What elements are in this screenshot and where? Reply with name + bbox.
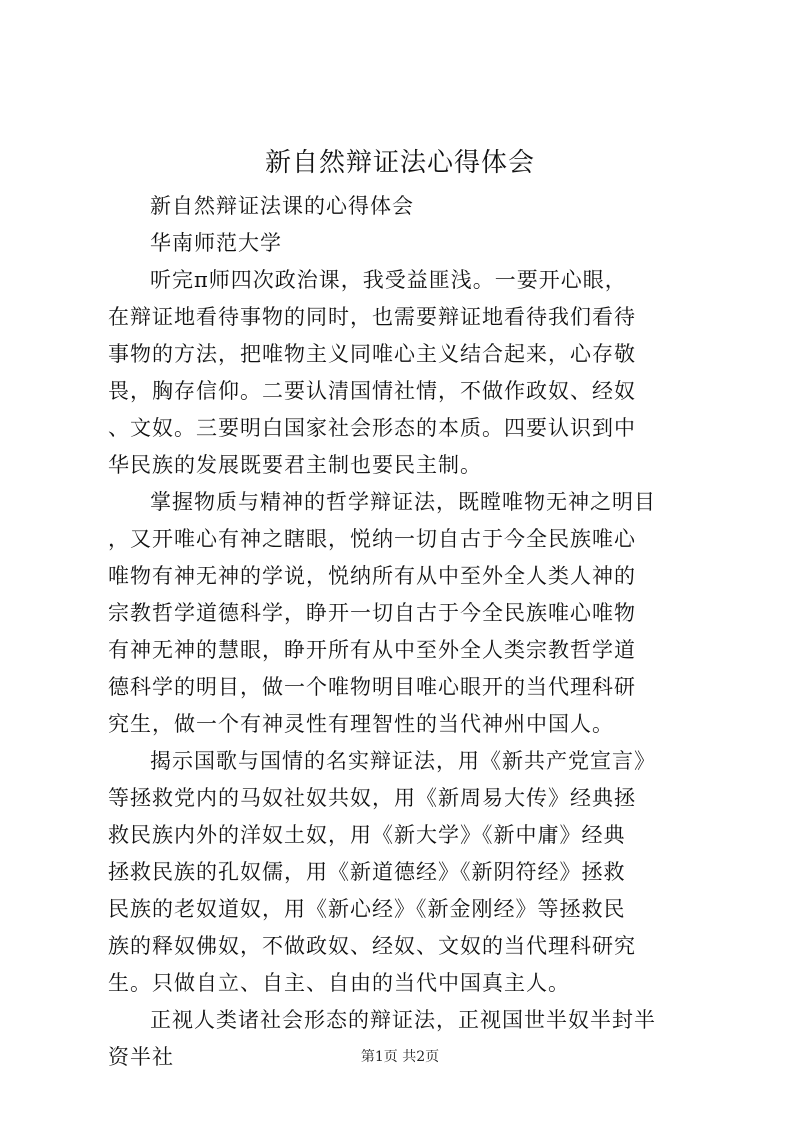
- paragraph-line: 畏，胸存信仰。二要认清国情社情，不做作政奴、经奴: [108, 379, 636, 403]
- paragraph-line: 华民族的发展既要君主制也要民主制。: [108, 453, 482, 477]
- paragraph-line: 等拯救党内的马奴社奴共奴，用《新周易大传》经典拯: [108, 786, 636, 810]
- paragraph-line: 拯救民族的孔奴儒，用《新道德经》《新阴符经》拯救: [108, 860, 626, 884]
- paragraph-line: 正视人类诸社会形态的辩证法，正视国世半奴半封半: [150, 1008, 656, 1032]
- document-body: [108, 188, 708, 1076]
- paragraph-line: 在辩证地看待事物的同时，也需要辩证地看待我们看待: [108, 305, 636, 329]
- paragraph-line: 生。只做自立、自主、自由的当代中国真主人。: [108, 971, 570, 995]
- paragraph-line: 事物的方法，把唯物主义同唯心主义结合起来，心存敬: [108, 342, 636, 366]
- body-paragraph: [108, 262, 708, 484]
- paragraph-line: 救民族内外的洋奴土奴，用《新大学》《新中庸》经典: [108, 823, 626, 847]
- paragraph-line: 有神无神的慧眼，睁开所有从中至外全人类宗教哲学道: [108, 638, 636, 662]
- paragraph-line: 揭示国歌与国情的名实辩证法，用《新共产党宣言》: [150, 749, 656, 773]
- body-paragraph: [108, 484, 708, 743]
- paragraph-line: 宗教哲学道德科学，睁开一切自古于今全民族唯心唯物: [108, 601, 636, 625]
- page-footer: 第1页 共2页: [360, 1049, 440, 1065]
- paragraph-line: 究生，做一个有神灵性有理智性的当代神州中国人。: [108, 712, 614, 736]
- paragraph-line: 民族的老奴道奴，用《新心经》《新金刚经》等拯救民: [108, 897, 626, 921]
- paragraph-line: 掌握物质与精神的哲学辩证法，既瞠唯物无神之明目: [150, 490, 656, 514]
- paragraph-line: 族的释奴佛奴，不做政奴、经奴、文奴的当代理科研究: [108, 934, 636, 958]
- paragraph-line: 德科学的明目，做一个唯物明目唯心眼开的当代理科研: [108, 675, 636, 699]
- author-line: 华南师范大学: [150, 231, 282, 255]
- document-title: 新自然辩证法心得体会: [264, 148, 535, 178]
- subtitle-line: 新自然辩证法课的心得体会: [150, 194, 414, 218]
- paragraph-line: ，又开唯心有神之瞎眼，悦纳一切自古于今全民族唯心: [108, 527, 636, 551]
- paragraph-line: 、文奴。三要明白国家社会形态的本质。四要认识到中: [108, 416, 636, 440]
- body-paragraph: [108, 743, 708, 1002]
- paragraph-line: 听完π师四次政治课，我受益匪浅。一要开心眼，: [150, 268, 627, 292]
- paragraph-container: [108, 262, 708, 1076]
- paragraph-line: 资半社: [108, 1045, 174, 1069]
- paragraph-line: 唯物有神无神的学说，悦纳所有从中至外全人类人神的: [108, 564, 636, 588]
